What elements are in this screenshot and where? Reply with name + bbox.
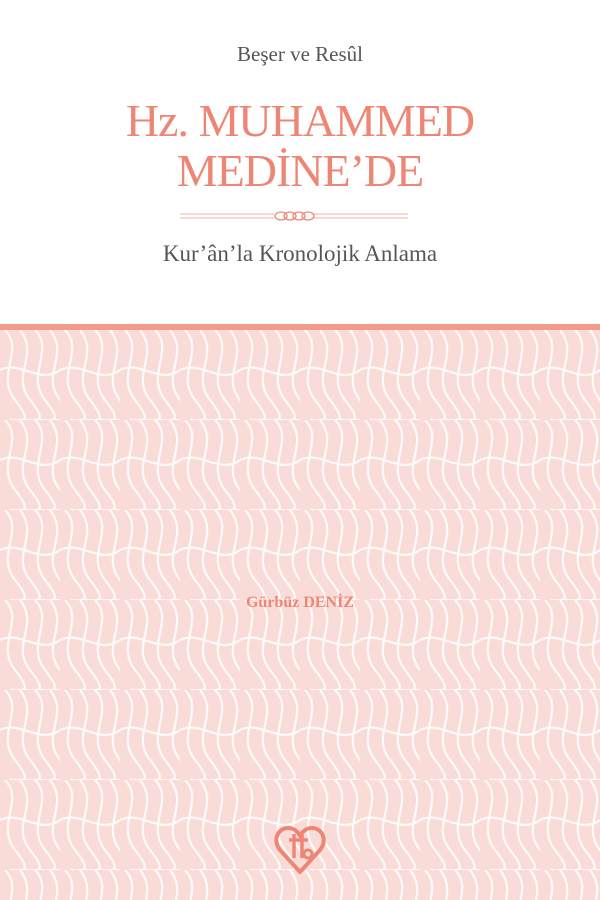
author-name: Gürbüz DENİZ bbox=[245, 594, 355, 611]
series-title: Beşer ve Resûl bbox=[237, 42, 363, 66]
book-title bbox=[0, 96, 600, 196]
ornament-divider-icon bbox=[180, 208, 408, 224]
cover-top-panel bbox=[0, 0, 600, 324]
wave-pattern-background bbox=[0, 330, 600, 900]
title-line-1: Hz. MUHAMMED bbox=[125, 95, 475, 146]
publisher-logo-icon bbox=[272, 820, 328, 876]
title-line-2: MEDİNE’DE bbox=[176, 145, 424, 196]
book-subtitle: Kur’ân’la Kronolojik Anlama bbox=[162, 241, 438, 266]
